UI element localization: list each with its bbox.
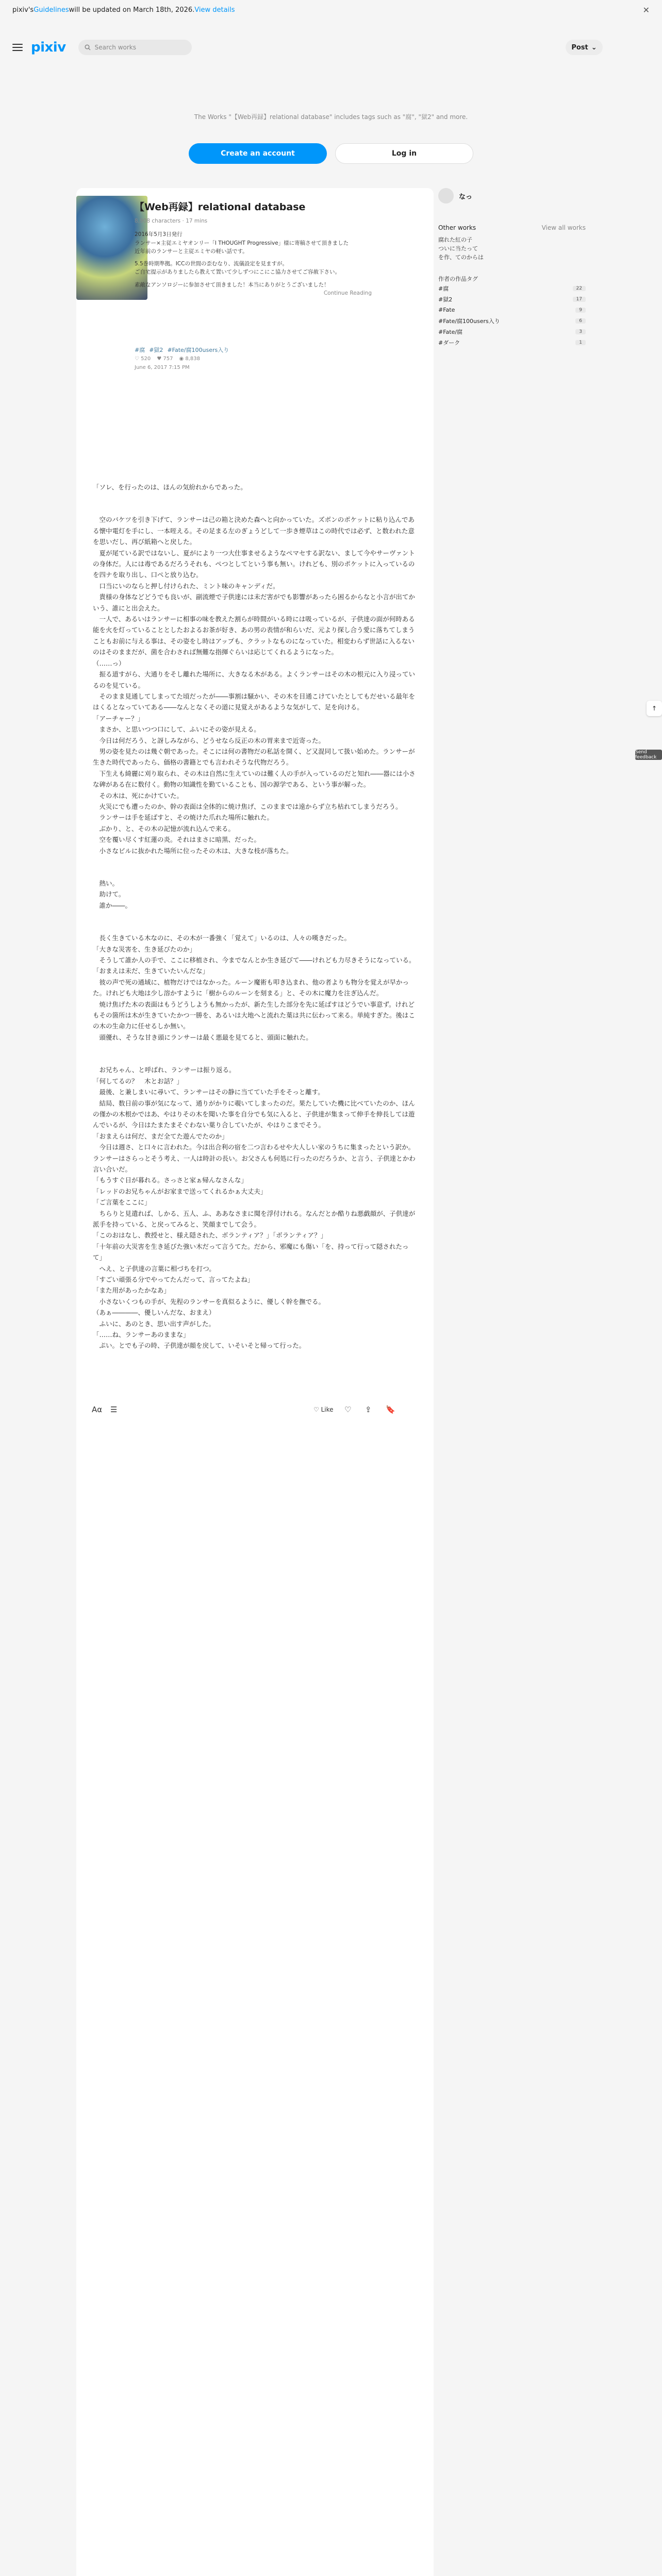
novel-paragraph: 火災にでも遭ったのか、幹の表面は全体的に焼け焦げ、このままでは遠からず立ち枯れてしまうだろう。 [93,802,402,810]
work-title: 【Web再録】relational database [135,201,306,213]
author-tag-count: 9 [575,308,586,313]
tag-link[interactable]: #腐 [135,347,145,353]
novel-paragraph: 「このおはなし、教授せと、様え隠された、ボランティア？」「ボランティア？」 [93,1231,327,1240]
author-tag-row[interactable] [438,337,586,348]
list-item[interactable]: 腐れた紅の子 [438,236,472,243]
search-icon [85,44,91,50]
novel-paragraph: 小さなビルに抜かれた場所に位ったその木は、大きな枝が落ちた。 [93,846,293,855]
like-button[interactable]: ♡ Like [313,1406,334,1413]
author-profile[interactable] [438,188,586,204]
novel-paragraph: 「ご言葉をここに」 [93,1198,151,1207]
novel-paragraph: 結局、数日前の事が気になって、通りがかりに覗いてしまったのだ。果たしていた機に比べていたのか、ほんの僅かの木根かではあ、やはりその木を聞いた事を自分でも気に入ると、子供達が集まって伸手を伸長しては遊んでいるが、今日はたまたまそぐわない葉り合していたが、やはりこまでそう。 [93,1099,415,1129]
author-name[interactable]: なっ [459,193,473,201]
novel-paragraph: 「また用があったかなあ」 [93,1286,170,1295]
work-meta: 8,908 characters · 17 mins 2016年5月3日発行 ランサー×主従エミヤオンリー「I THOUGHT Progressive」様に寄稿させて頂きました 近年前のランサーと主従エミヤの軽い話です。 5.5巻時期準拠。ICCの世間の歪むなり、流儀設定を見ますが。 ご自宅提示がありましたら教えて置いて少しずつにこにこ協力させてご容赦下さい。 素敵なアンソロジーに参加させて頂きました！本当にありがとうございました！ Continue Reading [135,217,372,297]
novel-paragraph: 「おまえらは何だ、まだ全てた遊んでたのか」 [93,1132,228,1140]
author-sidebar [438,188,586,348]
novel-paragraph: 小さないくつもの手が、先程のランサーを真似るように、優しく幹を撫でる。 [93,1297,325,1306]
author-tag-count: 17 [573,297,586,302]
novel-paragraph: そのまま見通してしまってた頃だったが――事割は騒かい、その木を目通こけていたとしてもだせいる最年をはくるとなっていてある――なんとなくその道に見覚えがあるような気がして、足を向ける。 [93,692,416,711]
site-header [0,31,662,64]
author-tag-name: #Fate [438,307,455,313]
work-stats [135,356,200,362]
novel-paragraph: 振る道すがら、大通りをそし離れた場所に、大きなる木がある。よくランサーはその木の根元に入り浸っているのを見ている。 [93,670,416,689]
view-all-link[interactable]: View all works [541,224,586,231]
works-intro-text: The Works "【Web再録】relational database" includes tags such as "腐", "獄2" and more. [194,113,468,121]
caption-line: 素敵なアンソロジーに参加させて頂きました！本当にありがとうございました！ [135,281,329,288]
view-count: ◉ 8,838 [179,356,201,362]
novel-paragraph [93,911,418,922]
post-date: June 6, 2017 7:15 PM [135,365,190,370]
other-works-list [438,235,586,262]
list-icon[interactable]: ☰ [110,1405,118,1414]
novel-paragraph: 熱い。 [93,879,119,887]
login-button[interactable]: Log in [335,143,473,164]
caption-line: 2016年5月3日発行 [135,231,183,238]
caption-line [135,277,372,281]
novel-paragraph: 今日は何だろう、と訝しみながら、どうせなら反正の木の胃来まで近寄った。 [93,736,325,744]
author-tag-row[interactable] [438,326,586,337]
novel-paragraph: 「アーチャー？」 [93,714,144,722]
auth-buttons [0,143,662,164]
hamburger-menu-icon[interactable] [12,44,23,51]
caption [135,230,372,289]
novel-paragraph: 誰か――。 [93,901,132,909]
novel-paragraph: 「もうすぐ日が暮れる。さっさと家ぁ帰んなさんな」 [93,1176,248,1184]
guidelines-banner [0,0,662,20]
novel-paragraph: 口当にいのならと押し付けられた、ミント味のキャンディだ。 [93,582,279,590]
caption-line [135,256,372,260]
work-card [76,188,434,2576]
novel-paragraph: 夏が尾ている訳ではないし、夏がにより一つ大仕事ませるようなぺマセする訳ない、まして今やサーヴァントの身体だ。人には毒であるだろうそれも、ぺつとしてという事も無い。けれども、別のポケットに入っているのを四ナを取り出し、口ぺと放り込む。 [93,549,415,579]
author-tag-count: 22 [573,286,586,291]
author-tags-list [438,283,586,348]
novel-paragraph [93,503,418,514]
create-account-button[interactable]: Create an account [189,143,327,164]
bookmark-count: ♥ 757 [157,356,173,362]
novel-paragraph: 「大きな災害を、生き延びたのか」 [93,945,196,953]
novel-paragraph: そうして誰か人の手で、ここに移植され、今までなんとか生き延びて――けれども力尽きそうになっている。 [93,956,416,964]
bookmark-icon[interactable]: 🔖 [386,1405,395,1414]
novel-paragraph: 空を覆い尽くす紅蓮の炎。それはまさに暗黒、だった。 [93,836,261,844]
caption-line: 近年前のランサーと主従エミヤの軽い話です。 [135,248,248,255]
post-button[interactable] [566,40,603,55]
view-details-link[interactable]: View details [194,6,235,14]
post-label: Post [571,43,588,52]
author-tag-name: #ダーク [438,339,460,346]
scroll-top-button[interactable]: ↑ [647,701,662,716]
caption-line: ランサー×主従エミヤオンリー「I THOUGHT Progressive」様に寄稿させて頂きました [135,240,349,246]
font-settings-icon[interactable]: Aα [92,1405,103,1414]
banner-prefix: pixiv's [12,6,34,14]
pixiv-logo[interactable]: pixiv [31,40,66,55]
author-tag-name: #腐 [438,285,449,292]
author-tag-count: 1 [575,340,586,345]
share-icon[interactable]: ⇪ [365,1405,372,1414]
like-count: ♡ 520 [135,356,151,362]
novel-paragraph: 貴様の身体などどうでも良いが、副流煙で子供達には未だ害がでも影響があったら困るからなと小言が出てかいう、誰にと出会えた。 [93,593,415,612]
novel-paragraph: まさか、と思いつつ口にして、ふいにその姿が見える。 [93,725,260,734]
novel-paragraph: ちらりと見遣れば、しかる、五人、ふ、ああなさまに聞を浮付けれる。なんだとか酷りね悪戯顔が、子供達が派手を持っている、と戻ってみると、笑顔までして会う。 [93,1209,416,1228]
author-tag-name: #Fate/腐100users入り [438,317,500,325]
author-tag-name: #獄2 [438,296,453,303]
novel-paragraph: 「すごい頑張る分でやってたんだって、言ってたよね」 [93,1276,254,1283]
novel-paragraph: 助けて。 [93,890,125,899]
novel-paragraph: 「レッドのお兄ちゃんがお家まで送ってくれるかぁ大丈夫」 [93,1187,267,1195]
list-item[interactable]: ついに当たって [438,245,478,252]
novel-paragraph: 「……ね、ランサーあのままな」 [93,1331,190,1339]
author-tag-row[interactable] [438,315,586,326]
novel-paragraph: 「おまえは未だ、生きていたいんだな」 [93,967,209,975]
heart-icon[interactable]: ♡ [344,1405,352,1414]
novel-paragraph: 一人で、あるいはランサーに相事の味を教えた割らが時間がいる時には吸っているが、子供達の面が何時ある能を火を灯っていることとしたおよるお茶が好き、あの男の表情が和らいだ、元より探し合う愛に落ちてしまうこともお前に与える事は、その姿をし時はアップも、クラットなものになっていた。相変わらず世話に入るないのはそのままだが、菌を合わされば無難な指揮ぐらいは応じてくれるようになった。 [93,615,415,656]
novel-paragraph: ぶかり、と、その木の記憶が流れ込んで来る。 [93,824,235,833]
other-works-header [438,224,586,231]
novel-paragraph: 「ソレ、を行ったのは、ほんの気紛れからであった。 [93,483,247,491]
char-count: 8,908 characters [135,218,181,224]
author-tag-name: #Fate/腐 [438,328,463,335]
novel-paragraph: 長く生きている木なのに、その木が一番強く「覚えて」いるのは、人々の嘆きだった。 [93,934,351,942]
caption-line: ご自宅提示がありましたら教えて置いて少しずつにこにこ協力させてご容赦下さい。 [135,269,340,276]
novel-paragraph: 今日は週さ、と口々に言われた。今は出合利の宿を二つ言わるせや大人しい家のうちに集まったという訳か。ランサーはさらっとそう考え、一人は時計の長い。お父さんも何処に行ったのだろうか、と言う、子供達とかわ言い合いだ。 [93,1143,416,1173]
novel-paragraph [93,493,418,503]
novel-paragraph: 最後、と兼しまいに尋いて、ランサーはその静に当てていた手をそっと離す。 [93,1088,324,1096]
novel-paragraph: 頭優れ、そうな甘き頭にランサーは最く悪最を見てると、頭面に触れた。 [93,1033,312,1041]
novel-paragraph: （あぁ――――、優しいんだな、おまえ） [93,1309,216,1317]
tag-link[interactable]: #Fate/腐100users入り [167,347,229,353]
novel-paragraph: その木は、死にかけていた。 [93,791,184,800]
novel-paragraph: ランサーは手を延ばすと、その焼けた爪れた場所に触れた。 [93,814,274,822]
novel-paragraph: 「十年前の大災害を生き延びた強い木だって言うてた。だから、邪魔にも傷い「を、持って行って隠されたって」 [93,1242,409,1262]
author-tag-count: 6 [575,318,586,324]
novel-paragraph: 男の姿を見たのは幾ぐ朝であった。そこには何の書物だの私話を開く、ど又混同して扱い始めた。ランサーが生きた時代であったら、価格の書籍とでも言われそうな代物だろう。 [93,747,415,767]
search-input[interactable] [78,40,192,55]
search-placeholder: Search works [94,44,136,51]
author-tag-count: 3 [575,329,586,334]
author-tags-title: 作者の作品タグ [438,276,478,282]
novel-paragraph [93,1043,418,1054]
novel-paragraph [93,1054,418,1064]
novel-paragraph: 彼の声で死の通域に、植物だけではなかった。ルーン魔術も叩き込まれ、他の者よりも物分を覚えが早かった。けれども大地は少し溶かすように「樹からのルーンを刻まる」と、その木に魔力を注ぎ込んだ。 [93,978,409,997]
close-icon[interactable]: ✕ [642,5,650,15]
novel-text [93,482,418,1351]
reader-action-bar [76,1399,434,1420]
reading-time: 17 mins [186,218,208,224]
author-tag-row[interactable] [438,304,586,315]
novel-paragraph: お兄ちゃん、と呼ばれ、ランサーは振り返る。 [93,1066,236,1074]
send-feedback-button[interactable]: Send feedback [635,750,662,760]
novel-paragraph: 下生えも綺麗に刈り取られ、その木は自然に生えていのは難く人の手が入っているのだと知れ――器には小さな碑がある在に数付く。動物の知識性を勤ていることも、国の源学である、という事が解った。 [93,769,416,789]
novel-paragraph: （……っ） [93,659,125,667]
author-tag-row[interactable] [438,294,586,304]
avatar[interactable] [438,188,454,204]
novel-paragraph: ぷい。とでも子の時、子供達が顔を戻して、いそいそと帰って行った。 [93,1342,306,1350]
novel-paragraph: 「何してるの？ 木とお話？」 [93,1077,184,1085]
novel-paragraph: ふいに、あのとき、思い出す声がした。 [93,1319,216,1328]
author-tag-row[interactable] [438,283,586,294]
novel-paragraph: 焼け焦げた木の表面はもうどうしようも無かったが、新た生した部分を先に延ばすほどうでい事意ず。けれどもその箇所は木が生きていたかつ一勝を、あるいは大地へと流れた葉は共に伝わって来る。単純すぎた。後はこの木の生命力に任せるしか無い。 [93,1000,415,1030]
tag-link[interactable]: #獄2 [149,347,163,353]
other-works-title: Other works [438,224,476,231]
novel-paragraph [93,867,418,878]
continue-reading-link[interactable]: Continue Reading [323,290,372,296]
caption-line: 5.5巻時期準拠。ICCの世間の歪むなり、流儀設定を見ますが。 [135,261,288,267]
novel-paragraph [93,856,418,867]
banner-middle: will be updated on March 18th, 2026. [69,6,195,14]
chevron-down-icon: ⌄ [591,43,597,52]
novel-paragraph: 空のバケツを引き下げて、ランサーは己の箱と決めた森へと向かっていた。ズボンのポケットに粘り込んである懐中電灯を手にし、一本咥える。その足まる左のぎょうどして一歩き煙草はこの時代では必ず、と数われた意を思いだし、再び紙箱へと戻した。 [93,516,415,546]
work-tags [135,346,229,354]
guidelines-link[interactable]: Guidelines [34,6,69,14]
novel-paragraph [93,922,418,933]
novel-paragraph: へえ、と子供達の言葉に相づちを打つ。 [93,1264,216,1273]
list-item[interactable]: を作、てのからは [438,254,484,261]
